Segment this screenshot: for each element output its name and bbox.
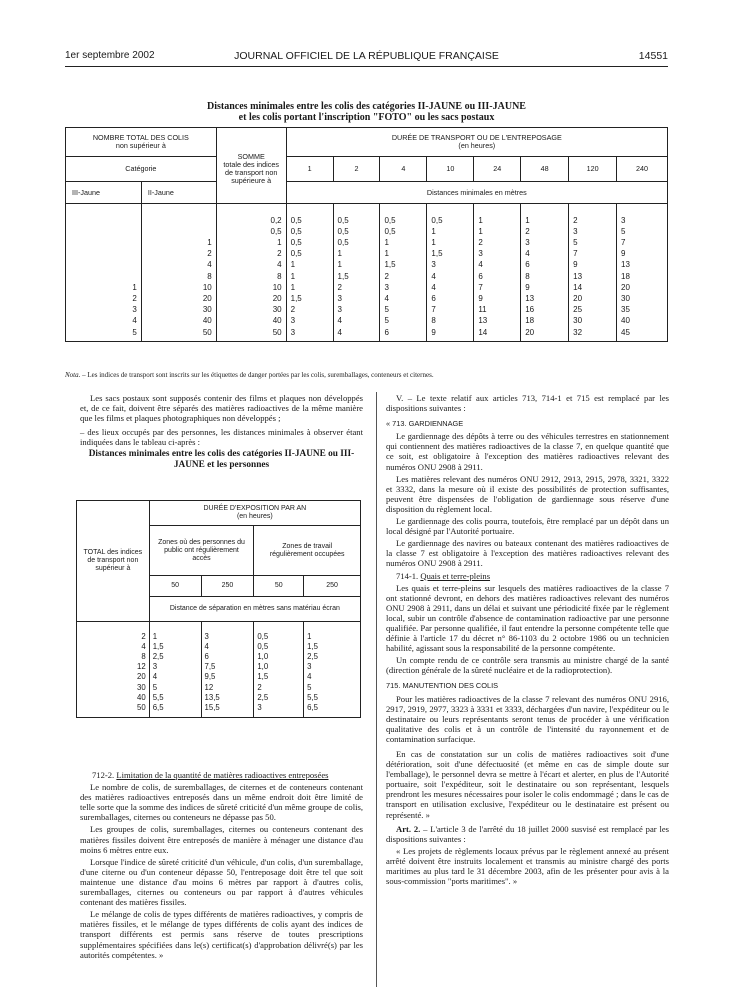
table-cell: 1 bbox=[427, 226, 474, 237]
paragraph-texte-relatif: V. – Le texte relatif aux articles 713, 714-1 et 715 est remplacé par les dispositions suivantes : bbox=[386, 393, 669, 414]
persons-distance-table-row bbox=[77, 672, 361, 682]
table-cell: 2 bbox=[286, 304, 333, 315]
table-cell: 4 bbox=[201, 642, 254, 652]
page-header bbox=[65, 50, 668, 66]
table-cell: 6 bbox=[521, 259, 569, 270]
col-header-zones-public: Zones où des personnes du public ont régulièrement accès bbox=[149, 526, 254, 576]
column-divider bbox=[376, 392, 377, 987]
right-column bbox=[386, 393, 669, 888]
table-cell bbox=[66, 226, 142, 237]
table-cell: 50 bbox=[141, 327, 216, 338]
table-cell: 1 bbox=[427, 237, 474, 248]
table-cell: 1,0 bbox=[254, 662, 304, 672]
left-column-top bbox=[80, 393, 363, 476]
col-header-total: NOMBRE TOTAL DES COLIS non supérieur à bbox=[66, 128, 217, 157]
hour-120: 120 bbox=[569, 157, 617, 182]
left-column-bottom bbox=[80, 770, 363, 962]
table-cell: 1,5 bbox=[333, 271, 380, 282]
table-cell: 2 bbox=[380, 271, 427, 282]
table-cell: 8 bbox=[427, 315, 474, 326]
table-cell: 50 bbox=[216, 327, 286, 338]
table-cell: 20 bbox=[77, 672, 150, 682]
table-cell: 1 bbox=[474, 215, 521, 226]
table-cell: 13 bbox=[617, 259, 668, 270]
paragraph-gardiennage-depots: Le gardiennage des dépôts à terre ou des véhicules terrestres en stationnement qui contiennent des matières radioactives de la classe 7, en quelque quantité que ce soit, est obligatoire à l'exception des matières radioactives relevant des numéros ONU 2908 à 2911. bbox=[386, 431, 669, 472]
table-cell: 6,5 bbox=[304, 703, 361, 713]
table2-title: Distances minimales entre les colis des catégories II-JAUNE ou III-JAUNE et les personnes bbox=[88, 449, 355, 470]
table-cell: 3 bbox=[333, 304, 380, 315]
table-cell: 1,5 bbox=[380, 259, 427, 270]
table-cell: 30 bbox=[216, 304, 286, 315]
page-number: 14551 bbox=[638, 50, 668, 62]
table-cell: 18 bbox=[521, 315, 569, 326]
table-cell: 3 bbox=[427, 259, 474, 270]
table-cell: 7 bbox=[427, 304, 474, 315]
table-cell: 25 bbox=[569, 304, 617, 315]
exposure-50-travail: 50 bbox=[254, 576, 304, 597]
table-cell: 18 bbox=[617, 271, 668, 282]
table-cell: 9,5 bbox=[201, 672, 254, 682]
table-cell bbox=[141, 215, 216, 226]
table-cell: 1 bbox=[380, 237, 427, 248]
distances-table-row bbox=[66, 293, 668, 304]
table-cell: 3 bbox=[149, 662, 201, 672]
table-cell: 3 bbox=[617, 215, 668, 226]
table-cell: 0,5 bbox=[286, 215, 333, 226]
paragraph-article-2 bbox=[386, 824, 669, 844]
distances-table-row bbox=[66, 215, 668, 226]
table-cell: 8 bbox=[216, 271, 286, 282]
col-header-iii-jaune: III-Jaune bbox=[66, 182, 142, 204]
note-label: Nota. – bbox=[65, 371, 86, 379]
paragraph-indice-surete: Lorsque l'indice de sûreté criticité d'un véhicule, d'un colis, d'un suremballage, d'une citerne ou d'un conteneur dépasse 50, l'entreposage doit être tel que soit maintenue une distance d'au moins 6 mètres par rapport à d'autres colis, suremballages, citernes ou conteneurs ou par rapport à d'autres véhicules contenant des matières fissiles. bbox=[80, 856, 363, 908]
table-cell: 6 bbox=[427, 293, 474, 304]
table-cell: 3 bbox=[254, 703, 304, 713]
table-cell: 2 bbox=[77, 632, 150, 642]
col-header-zones-travail: Zones de travail régulièrement occupées bbox=[254, 526, 361, 576]
hour-24: 24 bbox=[474, 157, 521, 182]
paragraph-manutention: Pour les matières radioactives de la classe 7 relevant des numéros ONU 2916, 2917, 2919, 2977, 3323 à 3331 et 3333, déchargées d'un navire, l'expéditeur ou le destinataire ou leurs représentants seront tenus de procéder à une vérification qualitative des colis et à un contrôle de l'intensité du rayonnement et de contamination surfacique. bbox=[386, 693, 669, 744]
table-cell: 4 bbox=[141, 259, 216, 270]
distances-table-row bbox=[66, 248, 668, 259]
distances-table-row bbox=[66, 271, 668, 282]
table-cell: 20 bbox=[141, 293, 216, 304]
table-cell: 4 bbox=[427, 282, 474, 293]
table-cell: 9 bbox=[569, 259, 617, 270]
table-cell: 4 bbox=[149, 672, 201, 682]
paragraph-gardiennage-colis: Le gardiennage des colis pourra, toutefois, être remplacé par un dépôt dans un local désigné par l'Autorité portuaire. bbox=[386, 516, 669, 537]
table-cell: 2 bbox=[216, 248, 286, 259]
table-cell bbox=[141, 226, 216, 237]
table-cell: 2,5 bbox=[149, 652, 201, 662]
table-cell: 5 bbox=[380, 304, 427, 315]
distances-table-row bbox=[66, 304, 668, 315]
table-cell: 6,5 bbox=[149, 703, 201, 713]
table-cell: 6 bbox=[380, 327, 427, 338]
table-cell: 1 bbox=[286, 282, 333, 293]
table-cell: 4 bbox=[216, 259, 286, 270]
col-header-duree: DURÉE DE TRANSPORT OU DE L'ENTREPOSAGE (en heures) bbox=[286, 128, 667, 157]
table-cell: 2,5 bbox=[254, 693, 304, 703]
table-cell: 1 bbox=[216, 237, 286, 248]
persons-distance-table-row bbox=[77, 662, 361, 672]
table-cell: 40 bbox=[77, 693, 150, 703]
table-cell: 15,5 bbox=[201, 703, 254, 713]
table-cell: 3 bbox=[286, 327, 333, 338]
table-cell: 5 bbox=[617, 226, 668, 237]
table-cell: 3 bbox=[201, 632, 254, 642]
table-cell: 2 bbox=[254, 683, 304, 693]
paragraph-limitation: Le nombre de colis, de suremballages, de citernes et de conteneurs contenant des matières radioactives entreposés dans un même endroit doit être limité de telle sorte que la somme des indices de sûreté criticité d'un même groupe de colis, suremballages, citernes ou conteneurs ne dépasse pas 50. bbox=[80, 782, 363, 823]
table-cell: 0,5 bbox=[286, 226, 333, 237]
hour-1: 1 bbox=[286, 157, 333, 182]
table-cell: 9 bbox=[617, 248, 668, 259]
table-cell: 5,5 bbox=[304, 693, 361, 703]
table-cell: 30 bbox=[77, 683, 150, 693]
table-cell: 1 bbox=[286, 259, 333, 270]
table-cell: 2,5 bbox=[304, 652, 361, 662]
distances-table-row bbox=[66, 282, 668, 293]
table-cell: 2 bbox=[141, 248, 216, 259]
table-cell: 20 bbox=[617, 282, 668, 293]
table-cell: 7 bbox=[474, 282, 521, 293]
distances-table bbox=[65, 127, 668, 342]
table-cell: 32 bbox=[569, 327, 617, 338]
paragraph-lieux-occupes: – des lieux occupés par des personnes, les distances minimales à observer étant indiquées dans le tableau ci-après : bbox=[80, 427, 363, 448]
journal-title: JOURNAL OFFICIEL DE LA RÉPUBLIQUE FRANÇAISE bbox=[234, 50, 499, 62]
col-header-total-indices: TOTAL des indices de transport non supérieur à bbox=[77, 501, 150, 622]
table-cell: 1,0 bbox=[254, 652, 304, 662]
table-cell: 1,5 bbox=[427, 248, 474, 259]
table-cell: 1 bbox=[286, 271, 333, 282]
table-cell: 4 bbox=[77, 642, 150, 652]
table-cell: 8 bbox=[77, 652, 150, 662]
table-cell: 20 bbox=[569, 293, 617, 304]
section-715-heading: 715. MANUTENTION DES COLIS bbox=[386, 681, 499, 691]
paragraph-compte-rendu: Un compte rendu de ce contrôle sera transmis au ministre chargé de la santé (direction générale de la sûreté nucléaire et de la radioprotection). bbox=[386, 655, 669, 676]
table-cell: 30 bbox=[617, 293, 668, 304]
table-cell: 0,2 bbox=[216, 215, 286, 226]
table1-title bbox=[65, 101, 668, 123]
table-cell: 16 bbox=[521, 304, 569, 315]
persons-distance-table-row bbox=[77, 632, 361, 642]
table-cell: 4 bbox=[66, 315, 142, 326]
distances-table-row bbox=[66, 259, 668, 270]
table-cell: 2 bbox=[569, 215, 617, 226]
table-cell: 0,5 bbox=[254, 642, 304, 652]
table-cell: 0,5 bbox=[333, 237, 380, 248]
table-cell: 1 bbox=[333, 259, 380, 270]
persons-distance-table-row bbox=[77, 642, 361, 652]
table-cell: 7,5 bbox=[201, 662, 254, 672]
table1-note bbox=[65, 371, 668, 379]
distances-table-body bbox=[66, 215, 668, 338]
section-714-1-heading bbox=[386, 571, 669, 581]
distances-table-row bbox=[66, 327, 668, 338]
table-cell bbox=[66, 248, 142, 259]
exposure-250-public: 250 bbox=[201, 576, 254, 597]
paragraph-groupes-colis: Les groupes de colis, suremballages, citernes ou conteneurs contenant des matières fissiles doivent être entreposés de manière à ménager une distance d'au moins 6 mètres entre eux. bbox=[80, 824, 363, 855]
table-cell: 40 bbox=[617, 315, 668, 326]
table-cell: 13 bbox=[474, 315, 521, 326]
article-2-label: Art. 2. bbox=[396, 823, 421, 834]
hour-48: 48 bbox=[521, 157, 569, 182]
table-cell: 10 bbox=[141, 282, 216, 293]
table-cell: 6 bbox=[474, 271, 521, 282]
persons-distance-table bbox=[76, 500, 361, 718]
persons-distance-table-row bbox=[77, 693, 361, 703]
hour-4: 4 bbox=[380, 157, 427, 182]
paragraph-projets-reglements: « Les projets de règlements locaux prévus par le règlement annexé au présent arrêté doivent être instruits localement et transmis au ministre chargé des ports maritimes au plus tard le 31 décembre 2003, afin de les présenter pour avis à la sous-commission "ports maritimes". » bbox=[386, 845, 669, 887]
persons-distance-table-row bbox=[77, 652, 361, 662]
hour-2: 2 bbox=[333, 157, 380, 182]
issue-date: 1er septembre 2002 bbox=[65, 50, 155, 61]
table-cell: 3 bbox=[569, 226, 617, 237]
table-cell: 4 bbox=[304, 672, 361, 682]
hour-10: 10 bbox=[427, 157, 474, 182]
table-cell: 13 bbox=[521, 293, 569, 304]
col-header-distances: Distances minimales en mètres bbox=[286, 182, 667, 204]
section-712-2-title: Limitation de la quantité de matières radioactives entreposées bbox=[116, 770, 329, 780]
table-cell: 1,5 bbox=[304, 642, 361, 652]
section-714-1-number: 714-1. bbox=[396, 570, 419, 581]
table-cell: 30 bbox=[569, 315, 617, 326]
table-cell: 14 bbox=[474, 327, 521, 338]
paragraph-quais: Les quais et terre-pleins sur lesquels des matières radioactives de la classe 7 ont stationné devront, en dehors des matières radioactives relevant des numéros ONU 2908 à 2911, dans un délai et suivant une périodicité fixée par le règlement local, subir un contrôle d'absence de contamination radioactive par une personne qualifiée. Par personne qualifiée, il faut entendre la personne compétente telle que définie à l'article 17 du décret n° 86-1103 du 2 octobre 1986 ou un technicien habilité, agissant sous la responsabilité de la personne compétente. bbox=[386, 582, 669, 654]
col-header-somme: SOMME totale des indices de transport non supérieure à bbox=[216, 128, 286, 204]
table-cell: 4 bbox=[474, 259, 521, 270]
table-cell: 0,5 bbox=[216, 226, 286, 237]
table-cell: 0,5 bbox=[286, 237, 333, 248]
article-2-text: – L'article 3 de l'arrêté du 18 juillet 2000 susvisé est remplacé par les dispositions suivantes : bbox=[386, 823, 670, 844]
paragraph-melange: Le mélange de colis de types différents de matières radioactives, y compris de matières fissiles, et le mélange de types différents de colis ayant des indices de transport différents est permis sans réserve de toutes prescriptions supplémentaires spécifiées dans le(s) certificat(s) d'approbation délivré(s) par les autorités compétentes. » bbox=[80, 909, 363, 960]
table-cell: 8 bbox=[141, 271, 216, 282]
table-cell: 5 bbox=[66, 327, 142, 338]
table-cell: 0,5 bbox=[380, 215, 427, 226]
table-cell: 9 bbox=[474, 293, 521, 304]
table-cell: 4 bbox=[427, 271, 474, 282]
table-cell: 6 bbox=[201, 652, 254, 662]
table-cell bbox=[66, 215, 142, 226]
table-cell: 13,5 bbox=[201, 693, 254, 703]
table-cell: 1,5 bbox=[149, 642, 201, 652]
paragraph-numeros-onu: Les matières relevant des numéros ONU 2912, 2913, 2915, 2978, 3321, 3322 et 3332, dans la mesure où il existe des possibilités de protection suffisantes, peuvent être dispensées de l'obligation de gardiennage sous réserve d'une disposition du règlement local. bbox=[386, 473, 669, 514]
table-cell: 4 bbox=[333, 327, 380, 338]
table-cell: 45 bbox=[617, 327, 668, 338]
col-header-distance-separation: Distance de séparation en mètres sans matériau écran bbox=[149, 597, 360, 622]
table-cell: 1 bbox=[304, 632, 361, 642]
table-cell: 0,5 bbox=[427, 215, 474, 226]
table-cell: 2 bbox=[474, 237, 521, 248]
distances-table-row bbox=[66, 226, 668, 237]
table-cell: 1,5 bbox=[286, 293, 333, 304]
header-rule bbox=[65, 66, 668, 67]
table-cell: 2 bbox=[333, 282, 380, 293]
section-712-2-heading bbox=[80, 770, 363, 780]
table-cell: 2 bbox=[66, 293, 142, 304]
table-cell: 5 bbox=[380, 315, 427, 326]
table-cell: 12 bbox=[77, 662, 150, 672]
paragraph-gardiennage-navires: Le gardiennage des navires ou bateaux contenant des matières radioactives de la classe 7 est obligatoire à l'exception des matières radioactives relevant des numéros ONU 2908 à 2911. bbox=[386, 538, 669, 569]
paragraph-constatation: En cas de constatation sur un colis de matières radioactives soit d'une détérioration, soit d'une défectuosité (et même en cas de simple doute sur l'emballage), le personnel devra se mettre à l'écart et alerter, en plus de l'Autorité portuaire, soit l'expéditeur, soit le destinataire ou son représentant, lesquels prendront les mesures nécessaires pour isoler le colis endommagé ; dans le cas de transport en utilisation exclusive, l'expéditeur ou le destinataire est présent ou représenté. » bbox=[386, 749, 669, 820]
table-cell: 50 bbox=[77, 703, 150, 713]
distances-table-row bbox=[66, 237, 668, 248]
table-cell: 13 bbox=[569, 271, 617, 282]
section-714-1-title: Quais et terre-pleins bbox=[420, 570, 491, 581]
col-header-categorie: Catégorie bbox=[66, 157, 217, 182]
table-cell: 14 bbox=[569, 282, 617, 293]
section-712-2-number: 712-2. bbox=[92, 770, 115, 780]
table-cell: 3 bbox=[304, 662, 361, 672]
table-cell: 5,5 bbox=[149, 693, 201, 703]
persons-distance-table-row bbox=[77, 683, 361, 693]
note-text: Les indices de transport sont inscrits sur les étiquettes de danger portées par les colis, suremballages, conteneurs et citernes. bbox=[87, 371, 434, 379]
table-cell: 9 bbox=[521, 282, 569, 293]
section-713-heading: « 713. GARDIENNAGE bbox=[386, 419, 464, 429]
table-cell: 1 bbox=[380, 248, 427, 259]
table-cell: 1 bbox=[66, 282, 142, 293]
table-cell bbox=[66, 237, 142, 248]
table-cell: 5 bbox=[569, 237, 617, 248]
table-cell: 7 bbox=[617, 237, 668, 248]
table-cell: 1 bbox=[149, 632, 201, 642]
table-cell: 4 bbox=[333, 315, 380, 326]
persons-distance-table-body bbox=[77, 632, 361, 714]
col-header-ii-jaune: II-Jaune bbox=[141, 182, 216, 204]
table-cell: 3 bbox=[333, 293, 380, 304]
hour-240: 240 bbox=[617, 157, 668, 182]
table-cell: 40 bbox=[141, 315, 216, 326]
table-cell: 5 bbox=[304, 683, 361, 693]
table-cell: 1 bbox=[474, 226, 521, 237]
table-cell: 4 bbox=[521, 248, 569, 259]
table-cell: 4 bbox=[380, 293, 427, 304]
exposure-50-public: 50 bbox=[149, 576, 201, 597]
table-cell: 0,5 bbox=[333, 215, 380, 226]
table-cell: 0,5 bbox=[286, 248, 333, 259]
table-cell: 30 bbox=[141, 304, 216, 315]
table-cell: 40 bbox=[216, 315, 286, 326]
persons-distance-table-row bbox=[77, 703, 361, 713]
table-cell: 0,5 bbox=[380, 226, 427, 237]
table-cell: 1 bbox=[521, 215, 569, 226]
table-cell: 9 bbox=[427, 327, 474, 338]
table-cell: 1 bbox=[141, 237, 216, 248]
col-header-duree-exposition: DURÉE D'EXPOSITION PAR AN (en heures) bbox=[149, 501, 360, 526]
table-cell: 7 bbox=[569, 248, 617, 259]
table-cell: 3 bbox=[521, 237, 569, 248]
table-cell bbox=[66, 259, 142, 270]
table-cell: 5 bbox=[149, 683, 201, 693]
table-cell: 0,5 bbox=[254, 632, 304, 642]
table-cell: 35 bbox=[617, 304, 668, 315]
paragraph-sacs-postaux: Les sacs postaux sont supposés contenir des films et plaques non développés et, de ce fait, doivent être séparés des matières radioactives de la même manière que les films et plaques photographiques non développés ; bbox=[80, 393, 363, 424]
table-cell: 3 bbox=[66, 304, 142, 315]
table-cell: 11 bbox=[474, 304, 521, 315]
table-cell: 12 bbox=[201, 683, 254, 693]
table-cell: 3 bbox=[286, 315, 333, 326]
table-cell: 3 bbox=[474, 248, 521, 259]
table-cell: 1 bbox=[333, 248, 380, 259]
table-cell: 1,5 bbox=[254, 672, 304, 682]
table-cell: 3 bbox=[380, 282, 427, 293]
table-cell: 20 bbox=[521, 327, 569, 338]
table-cell: 0,5 bbox=[333, 226, 380, 237]
distances-table-row bbox=[66, 315, 668, 326]
table1-title-line2: et les colis portant l'inscription "FOTO" ou les sacs postaux bbox=[238, 112, 495, 123]
table-cell bbox=[66, 271, 142, 282]
table1-title-line1: Distances minimales entre les colis des catégories II-JAUNE ou III-JAUNE bbox=[207, 101, 526, 112]
table-cell: 8 bbox=[521, 271, 569, 282]
table-cell: 10 bbox=[216, 282, 286, 293]
table-cell: 20 bbox=[216, 293, 286, 304]
table-cell: 2 bbox=[521, 226, 569, 237]
exposure-250-travail: 250 bbox=[304, 576, 361, 597]
